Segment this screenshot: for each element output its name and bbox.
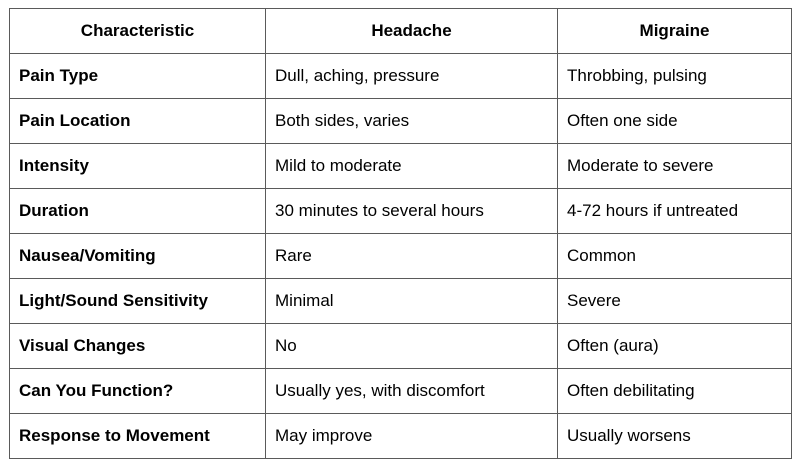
migraine-cell: Moderate to severe [558, 144, 792, 189]
row-label: Duration [10, 189, 266, 234]
headache-cell: Both sides, varies [266, 99, 558, 144]
row-label: Intensity [10, 144, 266, 189]
headache-cell: Dull, aching, pressure [266, 54, 558, 99]
table-row [10, 414, 792, 459]
migraine-cell: 4-72 hours if untreated [558, 189, 792, 234]
table-row [10, 144, 792, 189]
column-header-characteristic: Characteristic [10, 9, 266, 54]
migraine-cell: Common [558, 234, 792, 279]
headache-cell: Usually yes, with discomfort [266, 369, 558, 414]
table-row [10, 99, 792, 144]
headache-cell: May improve [266, 414, 558, 459]
table-row [10, 189, 792, 234]
comparison-table-container [9, 8, 791, 459]
table-row [10, 324, 792, 369]
table-header-row [10, 9, 792, 54]
headache-cell: No [266, 324, 558, 369]
migraine-cell: Severe [558, 279, 792, 324]
row-label: Pain Type [10, 54, 266, 99]
column-header-headache: Headache [266, 9, 558, 54]
table-row [10, 234, 792, 279]
migraine-cell: Often one side [558, 99, 792, 144]
headache-cell: Mild to moderate [266, 144, 558, 189]
column-header-migraine: Migraine [558, 9, 792, 54]
table-row [10, 369, 792, 414]
headache-cell: 30 minutes to several hours [266, 189, 558, 234]
row-label: Pain Location [10, 99, 266, 144]
headache-migraine-comparison-table [9, 8, 792, 459]
table-row [10, 54, 792, 99]
migraine-cell: Throbbing, pulsing [558, 54, 792, 99]
migraine-cell: Often debilitating [558, 369, 792, 414]
row-label: Response to Movement [10, 414, 266, 459]
table-row [10, 279, 792, 324]
migraine-cell: Often (aura) [558, 324, 792, 369]
headache-cell: Rare [266, 234, 558, 279]
headache-cell: Minimal [266, 279, 558, 324]
row-label: Light/Sound Sensitivity [10, 279, 266, 324]
row-label: Can You Function? [10, 369, 266, 414]
migraine-cell: Usually worsens [558, 414, 792, 459]
row-label: Visual Changes [10, 324, 266, 369]
row-label: Nausea/Vomiting [10, 234, 266, 279]
